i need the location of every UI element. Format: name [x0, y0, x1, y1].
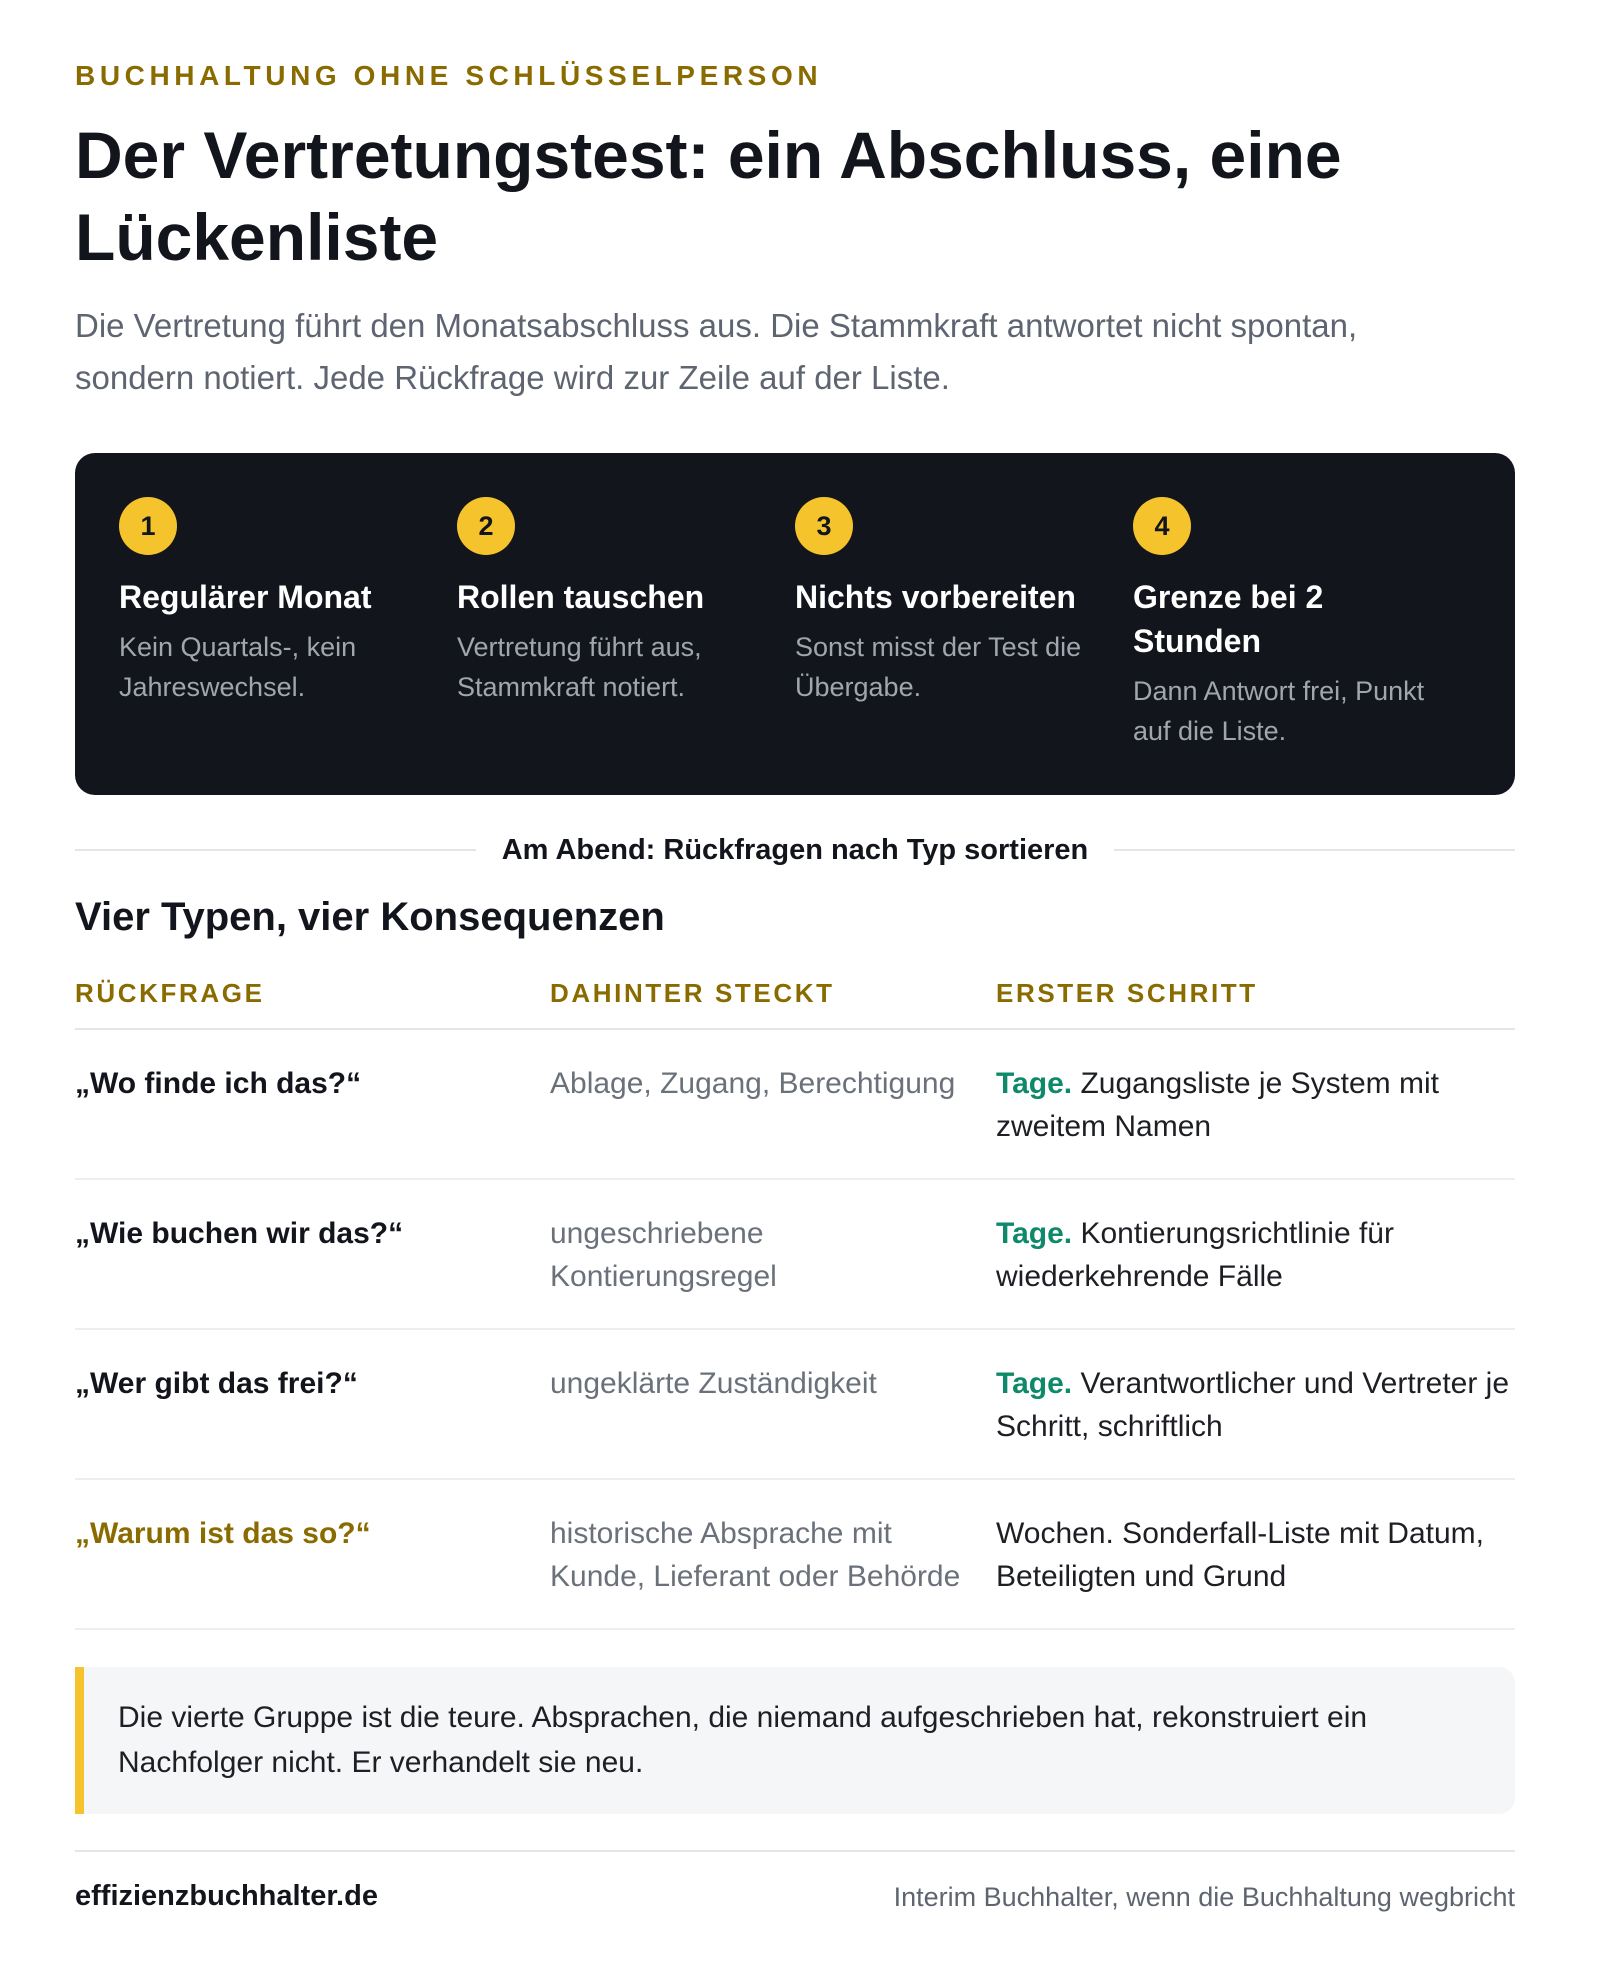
page-title: Der Vertretungstest: ein Abschluss, eine Lückenliste	[75, 118, 1342, 274]
callout-note: Die vierte Gruppe ist die teure. Absprachen, die niemand aufgeschrieben hat, rekonstruiert ein Nachfolger nicht. Er verhandelt sie neu.	[75, 1667, 1515, 1814]
step-number-badge: 4	[1133, 497, 1191, 555]
first-step-text: Zugangsliste je System mit zweitem Namen	[996, 1067, 1439, 1143]
question-cell: „Wer gibt das frei?“	[75, 1367, 358, 1400]
first-step-cell	[996, 1330, 1515, 1478]
question-cell: „Wie buchen wir das?“	[75, 1217, 404, 1250]
step-title: Rollen tauschen	[457, 579, 705, 615]
first-step-text: Wochen. Sonderfall-Liste mit Datum, Beteiligten und Grund	[996, 1517, 1484, 1593]
lead-paragraph: Die Vertretung führt den Monatsabschluss aus. Die Stammkraft antwortet nicht spontan, sondern notiert. Jede Rückfrage wird zur Zeile auf der Liste.	[75, 307, 1358, 396]
question-types-table	[75, 970, 1515, 1630]
column-header-question: RÜCKFRAGE	[75, 978, 265, 1008]
step-3	[795, 497, 1133, 795]
divider-line	[1114, 849, 1515, 851]
step-title: Regulärer Monat	[119, 579, 372, 615]
step-number-badge: 2	[457, 497, 515, 555]
steps-panel	[75, 453, 1515, 795]
step-2	[457, 497, 795, 795]
section-title: Vier Typen, vier Konsequenzen	[75, 895, 665, 939]
first-step-cell	[996, 1480, 1515, 1628]
column-header-cause: DAHINTER STECKT	[550, 978, 835, 1008]
first-step-text: Kontierungsrichtlinie für wiederkehrende Fälle	[996, 1217, 1394, 1293]
cause-cell: ungeklärte Zuständigkeit	[550, 1367, 877, 1400]
first-step-text: Verantwortlicher und Vertreter je Schritt, schriftlich	[996, 1367, 1510, 1443]
footer-tagline: Interim Buchhalter, wenn die Buchhaltung wegbricht	[893, 1882, 1515, 1912]
section-divider	[75, 825, 1515, 875]
divider-line	[75, 849, 476, 851]
cause-cell: historische Absprache mit Kunde, Lieferant oder Behörde	[550, 1517, 961, 1593]
question-cell: „Warum ist das so?“	[75, 1517, 371, 1550]
cause-cell: Ablage, Zugang, Berechtigung	[550, 1067, 956, 1100]
step-text: Vertretung führt aus, Stammkraft notiert.	[457, 632, 702, 702]
step-title: Grenze bei 2 Stunden	[1133, 579, 1324, 659]
table-row	[75, 1030, 1515, 1180]
step-number-badge: 1	[119, 497, 177, 555]
step-text: Kein Quartals-, kein Jahreswechsel.	[119, 632, 357, 702]
step-text: Dann Antwort frei, Punkt auf die Liste.	[1133, 676, 1425, 746]
step-text: Sonst misst der Test die Übergabe.	[795, 632, 1082, 702]
cause-cell: ungeschriebene Kontierungsregel	[550, 1217, 777, 1293]
effort-tag: Tage.	[996, 1367, 1073, 1400]
table-row	[75, 1180, 1515, 1330]
question-cell: „Wo finde ich das?“	[75, 1067, 362, 1100]
footer-site-link[interactable]: effizienzbuchhalter.de	[75, 1880, 378, 1912]
column-header-first-step: ERSTER SCHRITT	[996, 978, 1258, 1008]
table-row	[75, 1330, 1515, 1480]
first-step-cell	[996, 1180, 1515, 1328]
divider-label: Am Abend: Rückfragen nach Typ sortieren	[501, 833, 1089, 866]
effort-tag: Tage.	[996, 1067, 1073, 1100]
step-4	[1133, 497, 1471, 795]
table-row	[75, 1480, 1515, 1630]
step-title: Nichts vorbereiten	[795, 579, 1076, 615]
effort-tag: Tage.	[996, 1217, 1073, 1250]
step-number-badge: 3	[795, 497, 853, 555]
table-header	[75, 970, 1515, 1030]
first-step-cell	[996, 1030, 1515, 1178]
kicker: BUCHHALTUNG OHNE SCHLÜSSELPERSON	[75, 60, 823, 91]
step-1	[119, 497, 457, 795]
footer-divider	[75, 1850, 1515, 1852]
